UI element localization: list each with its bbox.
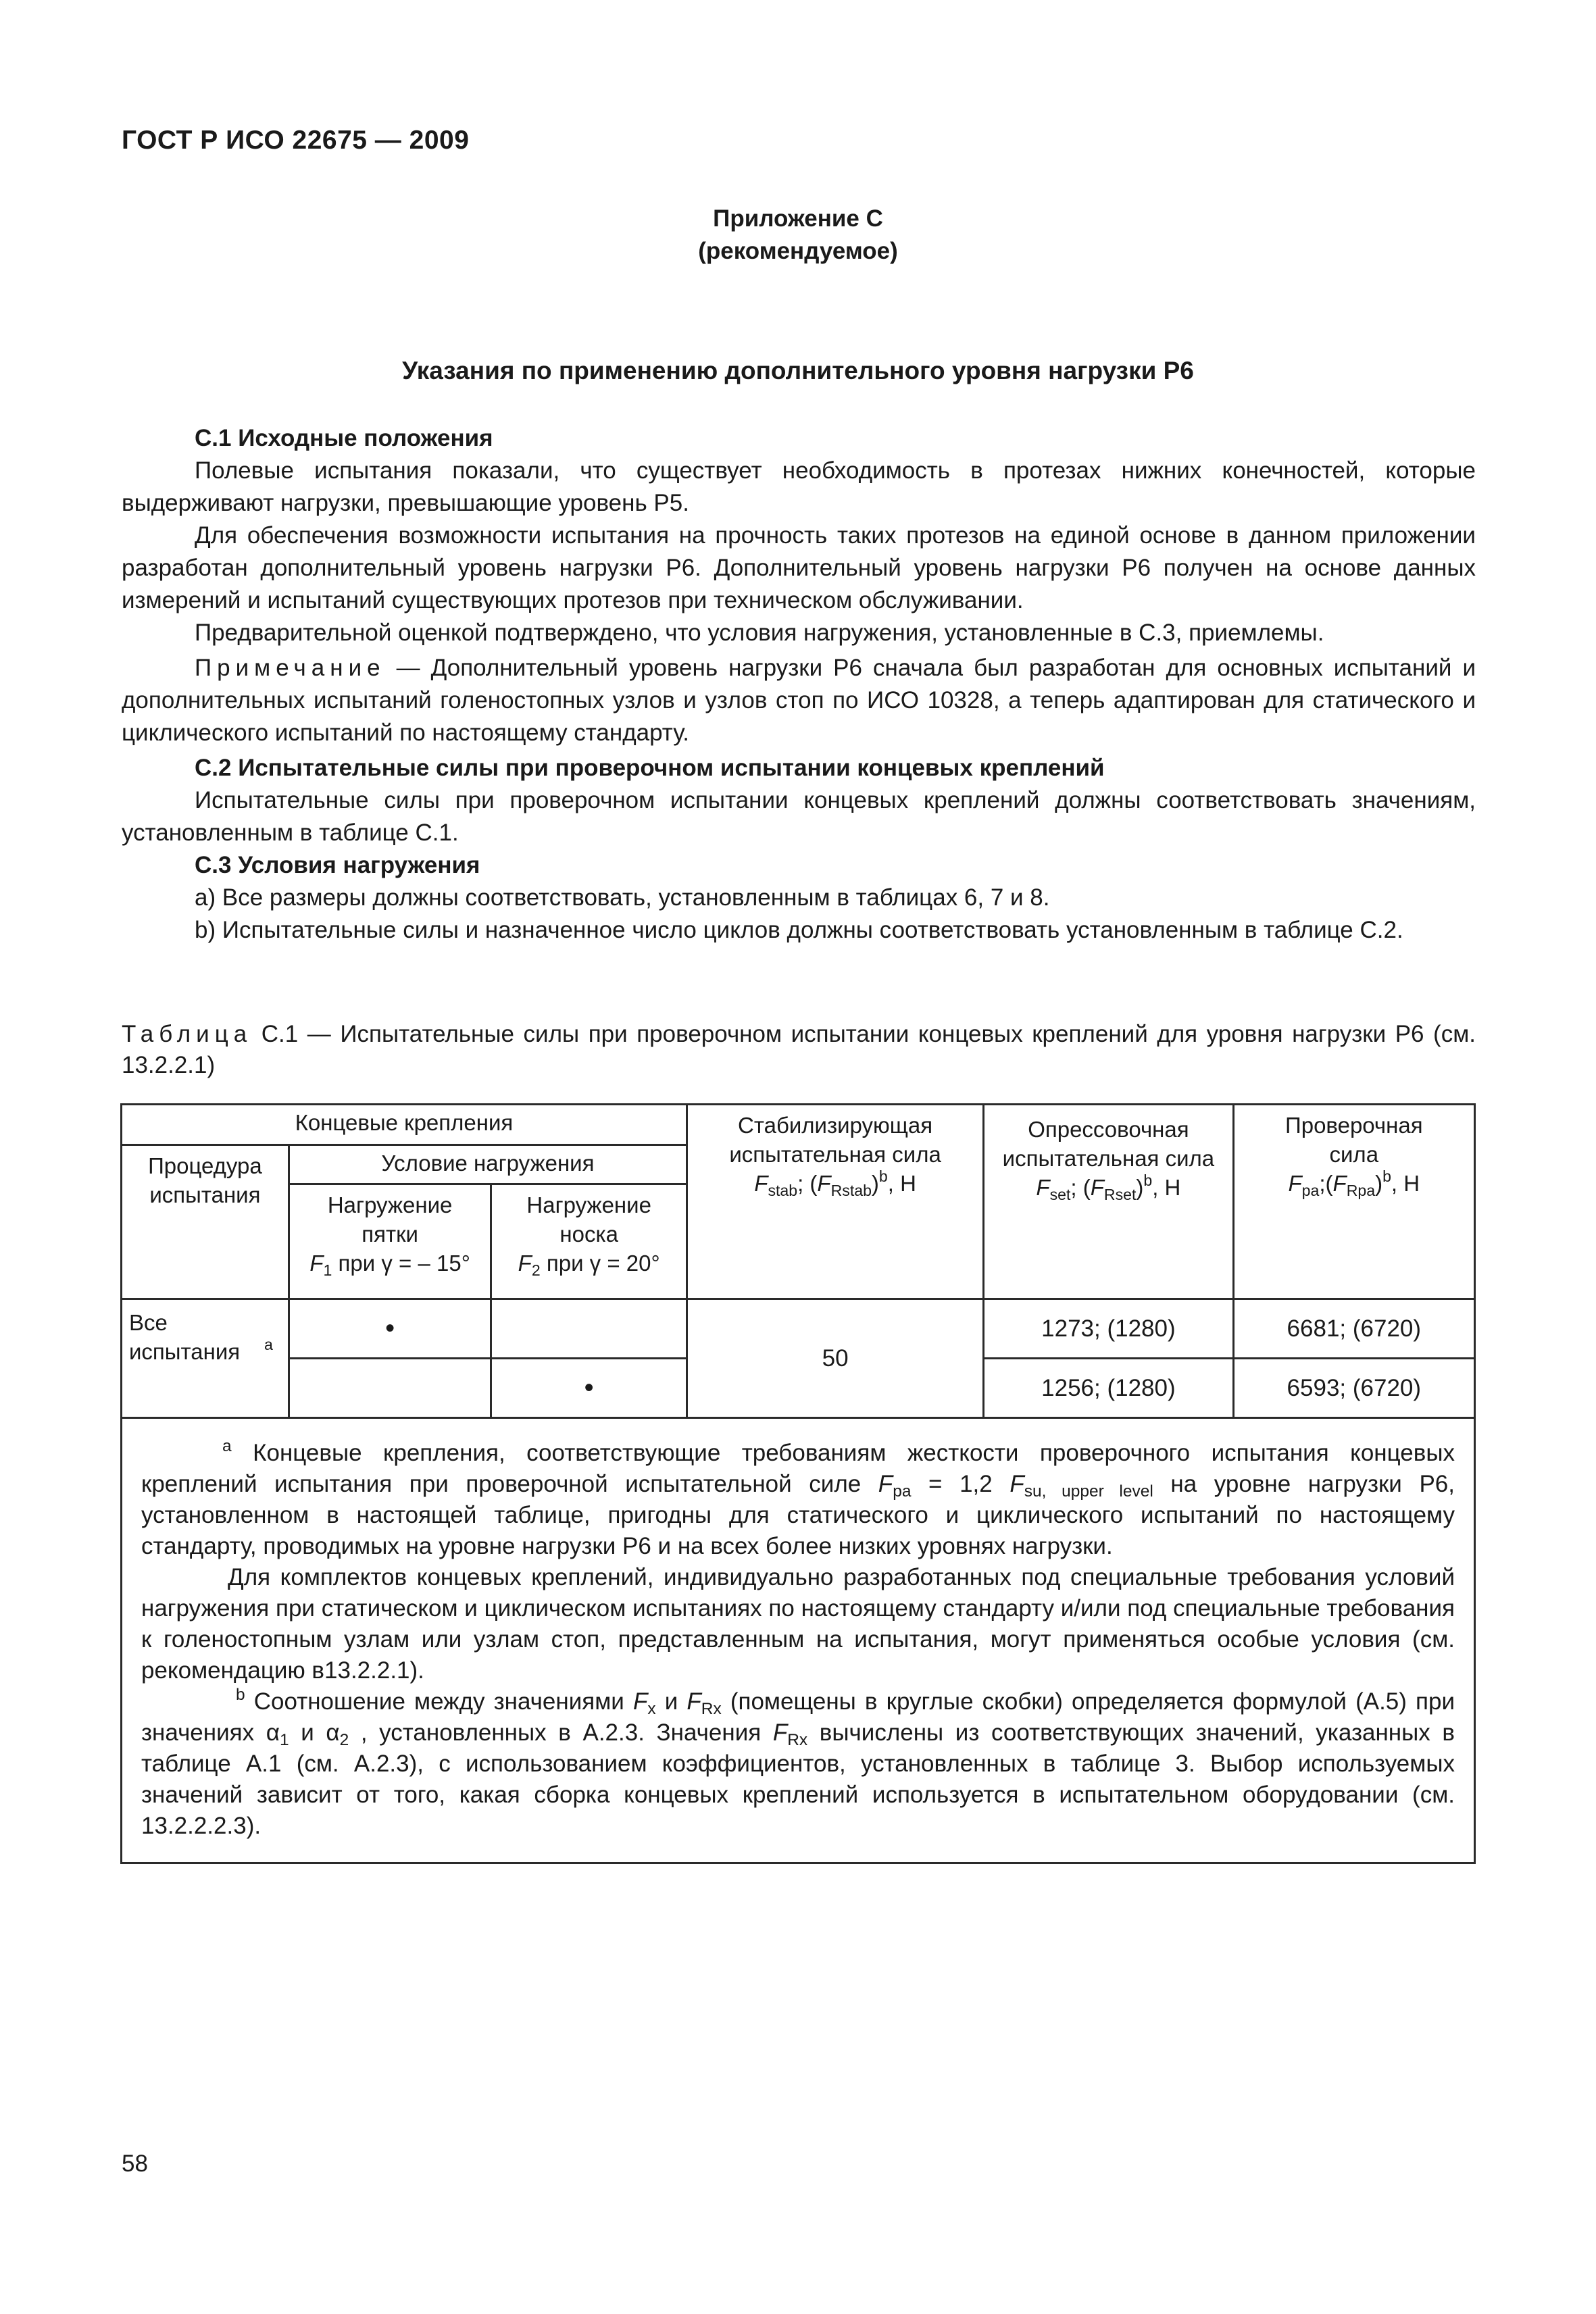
annex-status: (рекомендуемое) [698,238,898,264]
footnote-b-text-2: и [655,1688,687,1715]
row-2-set-force: 1256; (1280) [984,1359,1233,1418]
section-c3-heading: С.3 Условия нагружения [195,852,480,878]
footnote-b-alpha-1-subscript: 1 [279,1731,289,1749]
header-loading-condition: Условие нагружения [289,1145,687,1184]
annex-main-title: Указания по применению дополнительного уровня нагрузки Р6 [402,357,1194,384]
section-c3-item-a: а) Все размеры должны соответствовать, установленным в таблицах 6, 7 и 8. [195,884,1050,911]
table-caption-text: С.1 — Испытательные силы при проверочном испытании концевых креплений для уровня нагрузки Р6 (см. 13.2.2.1) [122,1021,1476,1078]
footnote-a-symbol-2: F [1009,1471,1024,1497]
footnote-a-paragraph-2: Для комплектов концевых креплений, индивидуально разработанных под специальные требования условий нагружения при статическом и циклическом испытаниях по настоящему стандарту и/или под специальные требования к голеностопным узлам или узлам стоп, представленным на испытания, могут применяться особые условия (см. рекомендацию в13.2.2.1). [141,1564,1455,1684]
section-c1-paragraph-2: Для обеспечения возможности испытания на прочность таких протезов на единой основе в данном приложении разработан дополнительный уровень нагрузки Р6. Дополнительный уровень нагрузки Р6 получен на основе данных измерений и испытаний существующих протезов при техническом обслуживании. [122,522,1476,613]
row-1-heel-marker: • [289,1299,491,1359]
footnote-a-text-1: Концевые крепления, соответствующие требованиям жесткости проверочного испытания концевых креплений испытания при проверочной испытательной силе [141,1440,1455,1497]
row-1-toe-empty [491,1299,687,1359]
header-proof-force [1233,1105,1474,1299]
section-c1-paragraph-1: Полевые испытания показали, что существует необходимость в протезах нижних конечностей, которые выдерживают нагрузки, превышающие уровень Р5. [122,457,1476,516]
row-footnote-ref: a [264,1336,273,1353]
row-all-tests-label: Все испытания [129,1310,241,1364]
row-all-tests [122,1299,289,1418]
document-code: ГОСТ Р ИСО 22675 — 2009 [122,126,470,155]
note-label: Примечание [195,655,386,681]
pa-symbol: F [1288,1171,1302,1196]
row-2-toe-marker: • [491,1359,687,1418]
section-c1-heading: С.1 Исходные положения [195,425,493,451]
footnote-b-text-3: (помещены в круглые скобки) определяется формулой (А.5) при значениях [141,1688,1455,1746]
stabilizing-force-value: 50 [687,1299,983,1418]
footnote-b-text-5: , установленных в А.2.3. Значения [349,1719,773,1746]
header-proof-label: Проверочная сила [1285,1113,1423,1167]
row-1-proof-force: 6681; (6720) [1233,1299,1474,1359]
header-set-label: Опрессовочная испытательная сила [1002,1117,1215,1171]
heel-angle: при γ = – 15° [332,1251,470,1276]
stab-separator: ; ( [797,1171,818,1196]
header-toe-label: Нагружение носка [526,1192,651,1247]
section-c1-paragraph-3: Предварительной оценкой подтверждено, что условия нагружения, установленные в С.3, приемлемы. [195,620,1324,646]
footnote-b-alpha-1: α [266,1719,280,1746]
set-symbol: F [1036,1175,1050,1200]
footnote-b-mark: b [236,1686,245,1704]
stab-footnote-ref: b [878,1167,888,1185]
header-heel-loading [289,1184,491,1299]
header-test-procedure-label: Процедура испытания [148,1153,262,1207]
stab-unit: , Н [887,1171,916,1196]
annex-heading [0,203,1596,268]
pa-close: ) [1375,1171,1383,1196]
footnote-b-subscript-3: Rx [787,1731,808,1749]
footnote-a-subscript-2: su, upper level [1024,1482,1153,1501]
footnote-b-text-4: и [289,1719,326,1746]
header-test-procedure [122,1145,289,1299]
set-subscript-r: Rset [1103,1186,1137,1203]
footnote-b-symbol-3: F [772,1719,788,1746]
footnote-b-symbol-1: F [632,1688,648,1715]
heel-subscript: 1 [323,1261,332,1279]
heel-symbol: F [309,1251,324,1276]
footnote-b-subscript-1: x [647,1700,656,1718]
table-footnotes-row [122,1418,1475,1863]
footnote-a-text-2: на уровне нагрузки Р6, установленном в настоящей таблице, пригодны для статического и циклического испытаний по настоящему стандарту, проводимых на уровне нагрузки Р6 и на всех более низких уровнях нагрузки. [141,1471,1455,1559]
row-1-set-force: 1273; (1280) [984,1299,1233,1359]
pa-subscript: pa [1301,1182,1320,1199]
set-symbol-r: F [1090,1175,1104,1200]
footnote-a [141,1438,1455,1562]
page-number: 58 [122,2150,148,2177]
pa-footnote-ref: b [1382,1167,1391,1185]
table-caption-label: Таблица [122,1021,253,1047]
toe-angle: при γ = 20° [540,1251,660,1276]
footnote-a-mark: a [222,1437,232,1455]
pa-unit: , Н [1391,1171,1420,1196]
row-2-proof-force: 6593; (6720) [1233,1359,1474,1418]
stab-subscript: stab [768,1182,798,1199]
stab-subscript-r: Rstab [830,1182,872,1199]
header-toe-loading [491,1184,687,1299]
footnote-b-text-1: Соотношение между значениями [245,1688,633,1715]
set-separator: ; ( [1070,1175,1091,1200]
stab-symbol-r: F [817,1171,831,1196]
annex-title: Приложение С [713,205,883,232]
table-row-1 [122,1299,1475,1359]
set-footnote-ref: b [1143,1172,1153,1189]
header-heel-label: Нагружение пятки [327,1192,453,1247]
table-header-row-1 [122,1105,1475,1145]
annex-body [122,422,1476,947]
footnote-a-symbol-1: F [878,1471,893,1497]
table-caption [122,1019,1476,1081]
footnote-b-symbol-2: F [687,1688,701,1715]
footnote-b-subscript-2: Rx [701,1700,722,1718]
header-end-fittings: Концевые крепления [122,1105,687,1145]
section-c1-note [122,652,1476,749]
footnote-a-subscript-1: pa [893,1482,912,1501]
pa-symbol-r: F [1332,1171,1347,1196]
section-c3-item-b: b) Испытательные силы и назначенное число циклов должны соответствовать установленным в таблице С.2. [195,917,1403,943]
set-unit: , Н [1152,1175,1181,1200]
set-close: ) [1136,1175,1144,1200]
set-subscript: set [1049,1186,1071,1203]
pa-subscript-r: Rpa [1346,1182,1376,1199]
section-c2-heading: С.2 Испытательные силы при проверочном испытании концевых креплений [195,755,1105,781]
header-stabilizing-label: Стабилизирующая испытательная сила [729,1113,941,1167]
table-footnotes [122,1418,1475,1863]
table-c1 [120,1103,1476,1864]
footnote-a-formula: = 1,2 [911,1471,1010,1497]
toe-symbol: F [518,1251,532,1276]
footnote-b [141,1686,1455,1842]
pa-separator: ;( [1319,1171,1333,1196]
footnote-b-alpha-2: α [326,1719,340,1746]
toe-subscript: 2 [531,1261,541,1279]
header-stabilizing-force [687,1105,983,1299]
row-2-heel-empty [289,1359,491,1418]
section-c2-paragraph-1: Испытательные силы при проверочном испытании концевых креплений должны соответствовать значениям, установленным в таблице С.1. [122,787,1476,846]
stab-close: ) [871,1171,879,1196]
note-text: — Дополнительный уровень нагрузки Р6 сначала был разработан для основных испытаний и дополнительных испытаний голеностопных узлов и узлов стоп по ИСО 10328, а теперь адаптирован для статического и циклического испытаний по настоящему стандарту. [122,655,1476,746]
header-set-force [984,1105,1233,1299]
footnote-b-text-6: вычислены из соответствующих значений, указанных в таблице А.1 (см. А.2.3), с использованием коэффициентов, установленных в таблице 3. Выбор используемых значений зависит от того, какая сборка концевых креплений используется в испытательном оборудовании (см. 13.2.2.2.3). [141,1719,1455,1839]
footnote-b-alpha-2-subscript: 2 [339,1731,349,1749]
stab-symbol: F [754,1171,768,1196]
